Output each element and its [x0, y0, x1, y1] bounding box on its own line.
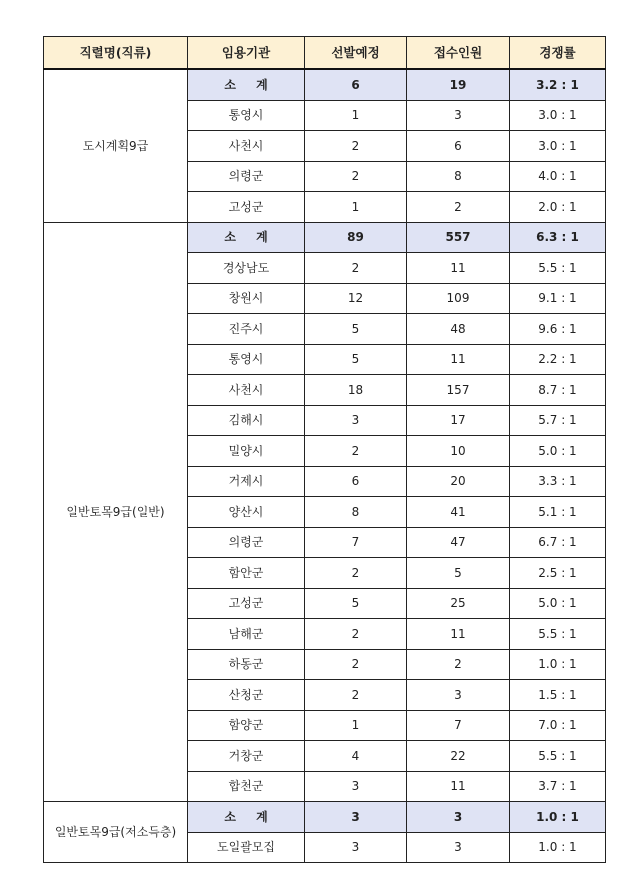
header-row: [44, 37, 606, 70]
header-planned: 선발예정: [305, 37, 407, 70]
ratio-cell: 1.0 : 1: [510, 802, 606, 833]
competition-rate-table: [43, 36, 606, 863]
planned-cell: 89: [305, 222, 407, 253]
ratio-cell: 5.5 : 1: [510, 741, 606, 772]
applicants-cell: 3: [407, 832, 510, 863]
ratio-cell: 3.0 : 1: [510, 100, 606, 131]
ratio-cell: 5.7 : 1: [510, 405, 606, 436]
agency-cell: 산청군: [188, 680, 305, 711]
planned-cell: 1: [305, 100, 407, 131]
subtotal-row: [44, 222, 606, 253]
agency-cell: 소 계: [188, 222, 305, 253]
ratio-cell: 3.3 : 1: [510, 466, 606, 497]
ratio-cell: 1.5 : 1: [510, 680, 606, 711]
applicants-cell: 109: [407, 283, 510, 314]
planned-cell: 2: [305, 649, 407, 680]
header-ratio: 경쟁률: [510, 37, 606, 70]
agency-cell: 고성군: [188, 588, 305, 619]
agency-cell: 함안군: [188, 558, 305, 589]
agency-cell: 남해군: [188, 619, 305, 650]
applicants-cell: 25: [407, 588, 510, 619]
ratio-cell: 3.7 : 1: [510, 771, 606, 802]
planned-cell: 4: [305, 741, 407, 772]
applicants-cell: 11: [407, 619, 510, 650]
agency-cell: 함양군: [188, 710, 305, 741]
ratio-cell: 5.0 : 1: [510, 436, 606, 467]
agency-cell: 사천시: [188, 375, 305, 406]
agency-cell: 양산시: [188, 497, 305, 528]
applicants-cell: 10: [407, 436, 510, 467]
agency-cell: 소 계: [188, 802, 305, 833]
planned-cell: 12: [305, 283, 407, 314]
subtotal-row: [44, 802, 606, 833]
ratio-cell: 3.2 : 1: [510, 69, 606, 100]
applicants-cell: 3: [407, 680, 510, 711]
ratio-cell: 6.7 : 1: [510, 527, 606, 558]
agency-cell: 김해시: [188, 405, 305, 436]
ratio-cell: 5.1 : 1: [510, 497, 606, 528]
planned-cell: 5: [305, 314, 407, 345]
planned-cell: 3: [305, 405, 407, 436]
planned-cell: 2: [305, 680, 407, 711]
ratio-cell: 7.0 : 1: [510, 710, 606, 741]
applicants-cell: 557: [407, 222, 510, 253]
subtotal-row: [44, 69, 606, 100]
applicants-cell: 20: [407, 466, 510, 497]
applicants-cell: 5: [407, 558, 510, 589]
ratio-cell: 4.0 : 1: [510, 161, 606, 192]
ratio-cell: 9.1 : 1: [510, 283, 606, 314]
planned-cell: 8: [305, 497, 407, 528]
agency-cell: 도일괄모집: [188, 832, 305, 863]
planned-cell: 2: [305, 619, 407, 650]
planned-cell: 6: [305, 466, 407, 497]
ratio-cell: 9.6 : 1: [510, 314, 606, 345]
ratio-cell: 1.0 : 1: [510, 649, 606, 680]
applicants-cell: 17: [407, 405, 510, 436]
header-agency: 임용기관: [188, 37, 305, 70]
agency-cell: 사천시: [188, 131, 305, 162]
agency-cell: 창원시: [188, 283, 305, 314]
planned-cell: 3: [305, 802, 407, 833]
applicants-cell: 19: [407, 69, 510, 100]
planned-cell: 7: [305, 527, 407, 558]
ratio-cell: 5.0 : 1: [510, 588, 606, 619]
planned-cell: 1: [305, 710, 407, 741]
planned-cell: 3: [305, 832, 407, 863]
agency-cell: 경상남도: [188, 253, 305, 284]
ratio-cell: 2.0 : 1: [510, 192, 606, 223]
planned-cell: 5: [305, 588, 407, 619]
agency-cell: 진주시: [188, 314, 305, 345]
agency-cell: 하동군: [188, 649, 305, 680]
agency-cell: 거제시: [188, 466, 305, 497]
position-name-cell: 일반토목9급(저소득층): [44, 802, 188, 863]
agency-cell: 의령군: [188, 161, 305, 192]
planned-cell: 2: [305, 253, 407, 284]
applicants-cell: 157: [407, 375, 510, 406]
ratio-cell: 5.5 : 1: [510, 253, 606, 284]
planned-cell: 5: [305, 344, 407, 375]
position-name-cell: 도시계획9급: [44, 69, 188, 222]
ratio-cell: 2.2 : 1: [510, 344, 606, 375]
planned-cell: 2: [305, 131, 407, 162]
planned-cell: 3: [305, 771, 407, 802]
ratio-cell: 6.3 : 1: [510, 222, 606, 253]
applicants-cell: 6: [407, 131, 510, 162]
ratio-cell: 1.0 : 1: [510, 832, 606, 863]
applicants-cell: 7: [407, 710, 510, 741]
planned-cell: 6: [305, 69, 407, 100]
table-body: [44, 69, 606, 863]
agency-cell: 밀양시: [188, 436, 305, 467]
applicants-cell: 3: [407, 100, 510, 131]
applicants-cell: 48: [407, 314, 510, 345]
planned-cell: 2: [305, 161, 407, 192]
applicants-cell: 47: [407, 527, 510, 558]
planned-cell: 2: [305, 558, 407, 589]
applicants-cell: 11: [407, 253, 510, 284]
ratio-cell: 5.5 : 1: [510, 619, 606, 650]
applicants-cell: 11: [407, 344, 510, 375]
applicants-cell: 2: [407, 192, 510, 223]
agency-cell: 거창군: [188, 741, 305, 772]
applicants-cell: 11: [407, 771, 510, 802]
applicants-cell: 22: [407, 741, 510, 772]
applicants-cell: 2: [407, 649, 510, 680]
header-position: 직렬명(직류): [44, 37, 188, 70]
planned-cell: 2: [305, 436, 407, 467]
ratio-cell: 2.5 : 1: [510, 558, 606, 589]
applicants-cell: 41: [407, 497, 510, 528]
ratio-cell: 3.0 : 1: [510, 131, 606, 162]
agency-cell: 고성군: [188, 192, 305, 223]
header-applicants: 접수인원: [407, 37, 510, 70]
agency-cell: 소 계: [188, 69, 305, 100]
agency-cell: 합천군: [188, 771, 305, 802]
applicants-cell: 8: [407, 161, 510, 192]
agency-cell: 통영시: [188, 100, 305, 131]
position-name-cell: 일반토목9급(일반): [44, 222, 188, 802]
agency-cell: 의령군: [188, 527, 305, 558]
ratio-cell: 8.7 : 1: [510, 375, 606, 406]
planned-cell: 18: [305, 375, 407, 406]
applicants-cell: 3: [407, 802, 510, 833]
agency-cell: 통영시: [188, 344, 305, 375]
planned-cell: 1: [305, 192, 407, 223]
